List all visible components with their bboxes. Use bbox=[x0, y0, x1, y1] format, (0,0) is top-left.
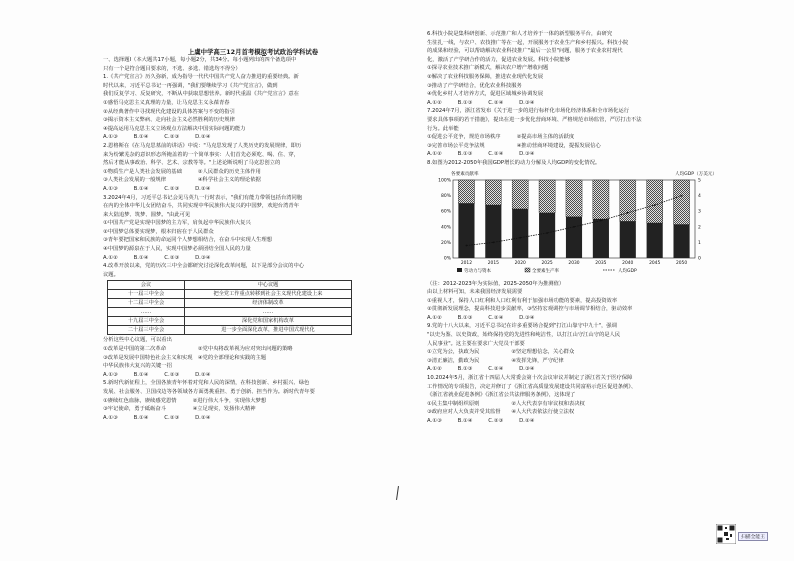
text-line: ②中国梦总体要实现梦，根本归宿在于人民群众 bbox=[103, 228, 214, 235]
left-questions-continued bbox=[103, 336, 403, 422]
x-tick-label: 2050 bbox=[675, 260, 688, 266]
text-line: ①中国共产党是实现中国梦的主力军，肩负起中华民族伟大复兴 bbox=[103, 220, 251, 227]
gdp-per-capita-point bbox=[546, 232, 548, 234]
x-tick-label: 2012 bbox=[460, 260, 473, 266]
text-line: 生驻扎一线，与农户、农技推广等在一起，开展服务于农业生产和乡村振兴。科技小院 bbox=[427, 39, 629, 46]
left-column bbox=[103, 56, 403, 422]
table-cell: …… bbox=[108, 308, 185, 317]
text-line: ③青年要把国家和民族的命运同个人梦想相结合，在奋斗中实现人生理想 bbox=[103, 237, 272, 244]
text-line: ①探寻农业技术推广新模式，解决农户增产增收问题 bbox=[427, 65, 549, 72]
table-cell: 深化党和国家机构改革 bbox=[185, 317, 352, 326]
table-cell: 经济体制改革 bbox=[185, 299, 352, 308]
text-line: 10.2024年5月，浙江省十四届人大常委会第十次会议审议并制定了浙江省关于医疗保障 bbox=[427, 375, 633, 382]
text-line: ③牢记使命，勇于砥砺奋斗 ④立足现实，发扬伟大精神 bbox=[103, 406, 256, 413]
bar-labor-capital bbox=[485, 204, 501, 257]
y-axis-label: 各要素贡献率 bbox=[451, 171, 479, 177]
text-line: 8.如图为2012-2050年我国GDP增长的动力分解及人均GDP的变化情况。 bbox=[427, 159, 601, 166]
bar-tfp bbox=[512, 180, 528, 209]
text-line: 来大陆追梦、筑梦、圆梦。"由此可见 bbox=[103, 211, 191, 218]
text-line: 分析这些中心议题，可以看出 bbox=[103, 337, 172, 344]
gdp-per-capita-point bbox=[681, 194, 683, 196]
pen-stroke bbox=[396, 486, 399, 500]
text-line: ①促进公平竞争，规范市场秩序 ②提高市场主体的活跃度 bbox=[427, 134, 575, 141]
y2-tick-label: 2 bbox=[698, 224, 701, 230]
text-line: 行为。此举能 bbox=[427, 125, 459, 132]
gdp-per-capita-point bbox=[466, 244, 468, 246]
text-line: 5.新时代新征程上，全国各族青年怀着对党和人民的深情，在科技创新、乡村振兴、绿色 bbox=[103, 380, 310, 387]
table-cell: …… bbox=[185, 308, 352, 317]
legend-swatch-labor bbox=[457, 268, 462, 272]
legend-label: 全要素生产率 bbox=[532, 268, 559, 274]
text-line: 1.《共产党宣言》历久弥新，成为指导一代代中国共产党人奋力推进的重要经典。新 bbox=[103, 74, 299, 81]
gdp-per-capita-point bbox=[600, 219, 602, 221]
table-row bbox=[108, 317, 352, 326]
text-line: ③清正廉洁，勤政为民 ④发挥先锋，严守纪律 bbox=[427, 357, 564, 364]
y2-tick-label: 4 bbox=[698, 193, 701, 199]
table-row bbox=[108, 308, 352, 317]
table-header-cell: 会议 bbox=[108, 281, 185, 290]
text-line: 发展、社会服务、卫国戍边等各领域各方面勇挑重担、勇于创新、担当作为。新时代青年要 bbox=[103, 389, 315, 395]
text-line: 议题。 bbox=[103, 271, 119, 278]
text-line: A.①② B.①④ C.②③ D.③④ bbox=[103, 254, 211, 261]
x-tick-label: 2045 bbox=[649, 260, 661, 266]
text-line: 在内的全体中华儿女团结奋斗，共同实现中华民族伟大复兴的中国梦，欢迎台湾青年 bbox=[103, 203, 299, 210]
table-cell: 把全党工作重点转移到社会主义现代化建设上来 bbox=[185, 290, 352, 299]
text-line: 2.恩格斯在《在马克思墓前的讲话》中说："马克思发现了人类历史的发展规律，即历 bbox=[103, 142, 302, 149]
text-line: 7.2024年7月，浙江省发布《关于进一步的进行标杆化市场化经济体系和全市场化运行 bbox=[427, 108, 630, 115]
text-line: A.①② B.①③ C.②④ D.③④ bbox=[427, 151, 535, 158]
x-tick-label: 2035 bbox=[595, 260, 607, 266]
text-line: A.①③ B.①④ C.②③ D.②④ bbox=[103, 134, 211, 141]
text-line: A.①② B.①③ C.②④ D.③④ bbox=[427, 366, 535, 373]
gdp-per-capita-point bbox=[627, 211, 629, 213]
table-header-row bbox=[108, 281, 352, 290]
text-line: ③推动了产学研结合，优化农业科技服务 bbox=[427, 82, 522, 89]
text-line: 4.改革开放以来，党的历次三中全会都研究讨论深化改革问题，以下是部分会议的中心 bbox=[103, 263, 305, 270]
gdp-chart-svg bbox=[427, 170, 727, 278]
text-line: 《浙江省就业促进条例》《浙江省公共法律服务条例》，这体现了 bbox=[427, 392, 576, 399]
table-cell: 十一届三中全会 bbox=[108, 290, 185, 299]
text-line: ③完善市场公平竞争法规 ④推动营商环境建设，提振发展信心 bbox=[427, 142, 601, 149]
scanner-badge: 扫描全能王 bbox=[738, 532, 768, 541]
table-cell: 十九届三中全会 bbox=[108, 317, 185, 326]
text-line: 3.2024年4月，习近平总书记会见马英九一行时表示，"我们有能力带领包括台湾同胞 bbox=[103, 194, 303, 201]
bar-labor-capital bbox=[458, 203, 474, 258]
text-line: A.①③ B.①④ C.②③ D.②④ bbox=[427, 418, 535, 424]
text-line: ②解决了农业科技服务保障，推进农业现代化发展 bbox=[427, 73, 543, 80]
text-line: ③改革是发展中国特色社会主义和实现 ④党的全部理论和实践的主题 bbox=[103, 354, 267, 361]
bar-tfp bbox=[647, 180, 663, 223]
text-line: 由以上材料可知，未来我国经济发展需要 bbox=[427, 289, 523, 296]
text-line: 我们反复学习、反复研究，不断从中获取思想营养。新时代重温《共产党宣言》意在 bbox=[103, 91, 299, 98]
legend-label: 人均GDP bbox=[618, 268, 637, 274]
text-line: ③政府应对人大负责并受其监督 ④人大代表依法行使立法权 bbox=[427, 409, 575, 416]
text-line: 来为纷繁芜杂的意识形态所掩盖着的一个简单事实：人们首先必须吃、喝、住、穿， bbox=[103, 151, 299, 158]
text-line: ③人类社会发展的一般规律 ④科学社会主义的理论依据 bbox=[103, 177, 261, 184]
text-line: ④优化乡村人才培养方式，促进区域城乡协调发展 bbox=[427, 91, 543, 98]
gdp-per-capita-point bbox=[519, 236, 521, 238]
qr-code-icon bbox=[716, 524, 736, 544]
x-tick-label: 2040 bbox=[622, 260, 634, 266]
table-cell: 进一步全面深化改革，推进中国式现代化 bbox=[185, 326, 352, 335]
bar-labor-capital bbox=[512, 208, 528, 257]
y2-tick-label: 5 bbox=[698, 178, 701, 183]
bar-labor-capital bbox=[647, 222, 663, 257]
text-line: ②从经典著作中寻找现代化建设的具体答案与不变的指引 bbox=[103, 108, 235, 115]
meeting-table bbox=[107, 280, 352, 335]
text-line: ④中国梦的源泉在于人民，实现中国梦必须团结全国人民的力量 bbox=[103, 246, 251, 253]
x-tick-label: 2030 bbox=[568, 260, 580, 266]
text-line: ①感悟马克思主义真理的力量，让马克思主义永葆青春 bbox=[103, 99, 230, 106]
x-tick-label: 2025 bbox=[541, 260, 553, 266]
table-row bbox=[108, 326, 352, 335]
text-line: 9.党的十八大以来，习近平总书记在许多重要场合提到"打江山靠守中九十"，强调 bbox=[427, 323, 618, 330]
right-questions-continued bbox=[427, 288, 727, 426]
bar-tfp bbox=[566, 180, 582, 217]
y-tick-label: 20% bbox=[440, 240, 451, 246]
bar-tfp bbox=[620, 180, 636, 221]
chart-note: （注：2012-2023年为实际值，2025-2050年为推测值） bbox=[427, 280, 565, 287]
gdp-per-capita-point bbox=[654, 204, 656, 206]
text-line: ②贯彻新发展理念，提高科技进步贡献率，③坚持宏观调控与市场调节相结合，驱动效率 bbox=[427, 306, 633, 313]
bar-labor-capital bbox=[539, 212, 555, 257]
y-tick-label: 0% bbox=[443, 256, 451, 261]
text-line: ④提高运用马克思主义立场观点方法解决中国实际问题的能力 bbox=[103, 125, 246, 132]
text-line: 一、选择题Ⅰ（本大题共17小题，每小题2分，共34分。每小题列出的四个备选项中 bbox=[103, 57, 297, 63]
table-header-cell: 中心议题 bbox=[185, 281, 352, 290]
bar-tfp bbox=[485, 180, 501, 205]
gdp-per-capita-point bbox=[573, 225, 575, 227]
text-line: 然后才能从事政治、科学、艺术、宗教等等。"上述论断说明了马克思创立的 bbox=[103, 160, 281, 167]
left-questions bbox=[103, 56, 403, 279]
text-line: 化，激活了产学研合作的活力，促进农业发展。科技小院能够 bbox=[427, 56, 571, 63]
right-column bbox=[427, 30, 727, 426]
bar-tfp bbox=[673, 180, 689, 224]
table-row bbox=[108, 290, 352, 299]
bar-labor-capital bbox=[566, 216, 582, 257]
table-cell: 二十届三中全会 bbox=[108, 326, 185, 335]
text-line: 的成果和经验，可以帮助解决农业科技推广"最后一公里"问题，服务于农业农村现代 bbox=[427, 48, 623, 55]
text-line: ①立党为公，执政为民 ②坚定理想信念，关心群众 bbox=[427, 349, 575, 356]
text-line: ③揭示资本主义弊病、走向社会主义必然胜利的历史规律 bbox=[103, 117, 235, 124]
y2-tick-label: 0 bbox=[698, 256, 701, 261]
table-cell: 十二届三中全会 bbox=[108, 299, 185, 308]
text-line: ①民主集中制组织原则 ②人大代表享有审议权和表决权 bbox=[427, 400, 585, 407]
exam-title: 上虞中学高三12月首考模拟考试政治学科试卷 bbox=[187, 48, 319, 56]
text-line: ①重视人才，保持人口红利和人口红利有利于加强市场功能的要素，提高投资效率 bbox=[427, 297, 618, 304]
text-line: A.①② B.①③ C.②④ D.③④ bbox=[427, 99, 535, 106]
text-line: "以史为鉴、以史资政，始终保持党的先进性和纯洁性，以打江山守江山守的是人民 bbox=[427, 332, 621, 339]
bar-labor-capital bbox=[593, 219, 609, 258]
text-line: A.①③ B.①④ C.②③ D.②④ bbox=[103, 414, 211, 421]
x-tick-label: 2020 bbox=[514, 260, 526, 266]
y2-tick-label: 1 bbox=[698, 240, 701, 246]
y-tick-label: 40% bbox=[440, 224, 451, 230]
bar-tfp bbox=[539, 180, 555, 213]
text-line: A.①② B.①③ C.②④ D.③④ bbox=[427, 314, 535, 321]
x-tick-label: 2015 bbox=[487, 260, 499, 266]
text-line: 时代以来，习近平总书记一再强调，"我们要继续学习《共产党宣言》，做到 bbox=[103, 82, 278, 89]
y-tick-label: 80% bbox=[440, 193, 451, 199]
y-tick-label: 100% bbox=[438, 178, 451, 183]
text-line: A.①③ B.①④ C.②③ D.②④ bbox=[103, 371, 211, 378]
legend-label: 劳动力与资本 bbox=[464, 268, 491, 274]
text-line: 中华民族伟大复兴的关键一招 bbox=[103, 363, 172, 370]
text-line: ①物质生产是人类社会发展的基础 ②人民群众的历史主体作用 bbox=[103, 168, 261, 175]
text-line: A.①③ B.①④ C.②③ D.②④ bbox=[103, 185, 211, 192]
text-line: 人民事业"。这主要在要求广大党员干部要 bbox=[427, 340, 525, 347]
right-questions bbox=[427, 30, 727, 168]
gdp-per-capita-point bbox=[492, 241, 494, 243]
text-line: 要求具体事项的若干措施》，提出在进一步优化营商环境、严格规范市场监管，严厉打击不法 bbox=[427, 116, 642, 123]
y2-tick-label: 3 bbox=[698, 209, 701, 215]
text-line: 6.科技小院是集科研创新、示范推广和人才培养于一体的新型服务平台，由研究 bbox=[427, 31, 613, 37]
text-line: 工作情况的专项报告，决定并修订了《浙江省高质量发展建设共同富裕示范区促进条例》、 bbox=[427, 383, 637, 390]
gdp-chart bbox=[427, 170, 727, 278]
legend-swatch-tfp bbox=[525, 268, 530, 272]
text-line: ①赓续红色血脉，赓续感党恩情 ②进行伟大斗争，实现伟大梦想 bbox=[103, 397, 267, 404]
y-tick-label: 60% bbox=[440, 209, 451, 215]
bar-tfp bbox=[458, 180, 474, 203]
table-row bbox=[108, 299, 352, 308]
text-line: ①改革是中国的第二次革命 ②党中央将改革视为应对突出问题的策略 bbox=[103, 346, 293, 353]
text-line: 只有一个是符合题目要求的，不选、多选、错选均不得分） bbox=[103, 65, 241, 72]
bar-tfp bbox=[593, 180, 609, 219]
bar-labor-capital bbox=[673, 224, 689, 258]
y2-axis-label: 人均GDP（万美元） bbox=[674, 171, 717, 177]
bar-labor-capital bbox=[620, 221, 636, 258]
